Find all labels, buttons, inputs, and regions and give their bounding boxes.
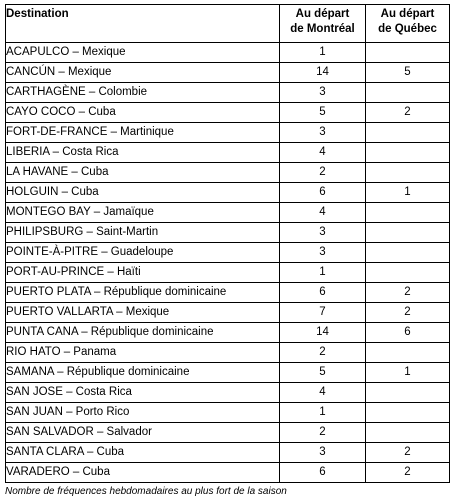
quebec-frequency-cell: [366, 263, 450, 283]
montreal-frequency-cell: 1: [280, 403, 366, 423]
table-body: [6, 43, 450, 483]
destination-cell: ACAPULCO – Mexique: [6, 43, 280, 63]
montreal-frequency-cell: 1: [280, 263, 366, 283]
table-row: [6, 123, 450, 143]
montreal-frequency-cell: 3: [280, 83, 366, 103]
table-row: [6, 423, 450, 443]
montreal-frequency-cell: 3: [280, 223, 366, 243]
montreal-frequency-cell: 1: [280, 43, 366, 63]
montreal-frequency-cell: 14: [280, 63, 366, 83]
destination-cell: PUNTA CANA – République dominicaine: [6, 323, 280, 343]
montreal-frequency-cell: 6: [280, 183, 366, 203]
quebec-frequency-cell: [366, 143, 450, 163]
destination-cell: POINTE-À-PITRE – Guadeloupe: [6, 243, 280, 263]
destination-cell: HOLGUIN – Cuba: [6, 183, 280, 203]
table-row: [6, 143, 450, 163]
table-row: [6, 243, 450, 263]
destination-cell: FORT-DE-FRANCE – Martinique: [6, 123, 280, 143]
destination-cell: SAMANA – République dominicaine: [6, 363, 280, 383]
quebec-frequency-cell: 2: [366, 283, 450, 303]
montreal-frequency-cell: 2: [280, 343, 366, 363]
destination-cell: CAYO COCO – Cuba: [6, 103, 280, 123]
table-row: [6, 303, 450, 323]
montreal-frequency-cell: 5: [280, 363, 366, 383]
quebec-frequency-cell: [366, 163, 450, 183]
destination-cell: VARADERO – Cuba: [6, 463, 280, 483]
quebec-frequency-cell: [366, 423, 450, 443]
table-row: [6, 183, 450, 203]
montreal-frequency-cell: 6: [280, 463, 366, 483]
flight-frequency-table: [5, 4, 450, 483]
table-row: [6, 343, 450, 363]
quebec-frequency-cell: [366, 223, 450, 243]
montreal-frequency-cell: 14: [280, 323, 366, 343]
table-row: [6, 203, 450, 223]
quebec-frequency-cell: 6: [366, 323, 450, 343]
quebec-frequency-cell: [366, 243, 450, 263]
table-row: [6, 163, 450, 183]
montreal-frequency-cell: 4: [280, 383, 366, 403]
flight-frequency-document: [5, 4, 449, 497]
header-destination: [6, 5, 280, 43]
destination-cell: LA HAVANE – Cuba: [6, 163, 280, 183]
header-quebec: [366, 5, 450, 43]
quebec-frequency-cell: [366, 123, 450, 143]
destination-cell: CANCÚN – Mexique: [6, 63, 280, 83]
table-row: [6, 383, 450, 403]
destination-cell: CARTHAGÈNE – Colombie: [6, 83, 280, 103]
destination-cell: SAN SALVADOR – Salvador: [6, 423, 280, 443]
quebec-frequency-cell: 2: [366, 443, 450, 463]
quebec-frequency-cell: [366, 43, 450, 63]
montreal-frequency-cell: 2: [280, 163, 366, 183]
montreal-frequency-cell: 5: [280, 103, 366, 123]
quebec-frequency-cell: [366, 343, 450, 363]
quebec-frequency-cell: 1: [366, 363, 450, 383]
destination-cell: SAN JUAN – Porto Rico: [6, 403, 280, 423]
montreal-frequency-cell: 6: [280, 283, 366, 303]
table-row: [6, 63, 450, 83]
table-row: [6, 103, 450, 123]
table-footnote: Nombre de fréquences hebdomadaires au plus fort de la saison: [5, 486, 287, 497]
quebec-frequency-cell: 2: [366, 103, 450, 123]
table-row: [6, 283, 450, 303]
montreal-frequency-cell: 3: [280, 123, 366, 143]
table-header-row: [6, 5, 450, 43]
montreal-frequency-cell: 4: [280, 143, 366, 163]
table-row: [6, 263, 450, 283]
destination-cell: PHILIPSBURG – Saint-Martin: [6, 223, 280, 243]
quebec-frequency-cell: [366, 383, 450, 403]
quebec-frequency-cell: [366, 403, 450, 423]
montreal-frequency-cell: 4: [280, 203, 366, 223]
table-row: [6, 83, 450, 103]
destination-cell: SANTA CLARA – Cuba: [6, 443, 280, 463]
montreal-frequency-cell: 3: [280, 443, 366, 463]
header-quebec-line2: de Québec: [378, 23, 437, 35]
montreal-frequency-cell: 3: [280, 243, 366, 263]
table-row: [6, 363, 450, 383]
header-montreal-line1: Au départ: [295, 8, 350, 20]
table-row: [6, 463, 450, 483]
table-row: [6, 443, 450, 463]
header-montreal-line2: de Montréal: [290, 23, 355, 35]
quebec-frequency-cell: [366, 83, 450, 103]
destination-cell: RIO HATO – Panama: [6, 343, 280, 363]
table-row: [6, 43, 450, 63]
table-row: [6, 223, 450, 243]
destination-cell: MONTEGO BAY – Jamaïque: [6, 203, 280, 223]
destination-cell: SAN JOSE – Costa Rica: [6, 383, 280, 403]
quebec-frequency-cell: 2: [366, 463, 450, 483]
destination-cell: PUERTO VALLARTA – Mexique: [6, 303, 280, 323]
quebec-frequency-cell: 1: [366, 183, 450, 203]
header-montreal: [280, 5, 366, 43]
quebec-frequency-cell: [366, 203, 450, 223]
destination-cell: PORT-AU-PRINCE – Haïti: [6, 263, 280, 283]
table-row: [6, 403, 450, 423]
montreal-frequency-cell: 2: [280, 423, 366, 443]
montreal-frequency-cell: 7: [280, 303, 366, 323]
quebec-frequency-cell: 5: [366, 63, 450, 83]
quebec-frequency-cell: 2: [366, 303, 450, 323]
destination-cell: PUERTO PLATA – République dominicaine: [6, 283, 280, 303]
table-row: [6, 323, 450, 343]
destination-cell: LIBERIA – Costa Rica: [6, 143, 280, 163]
header-quebec-line1: Au départ: [380, 8, 435, 20]
header-destination-label: Destination: [6, 8, 69, 20]
